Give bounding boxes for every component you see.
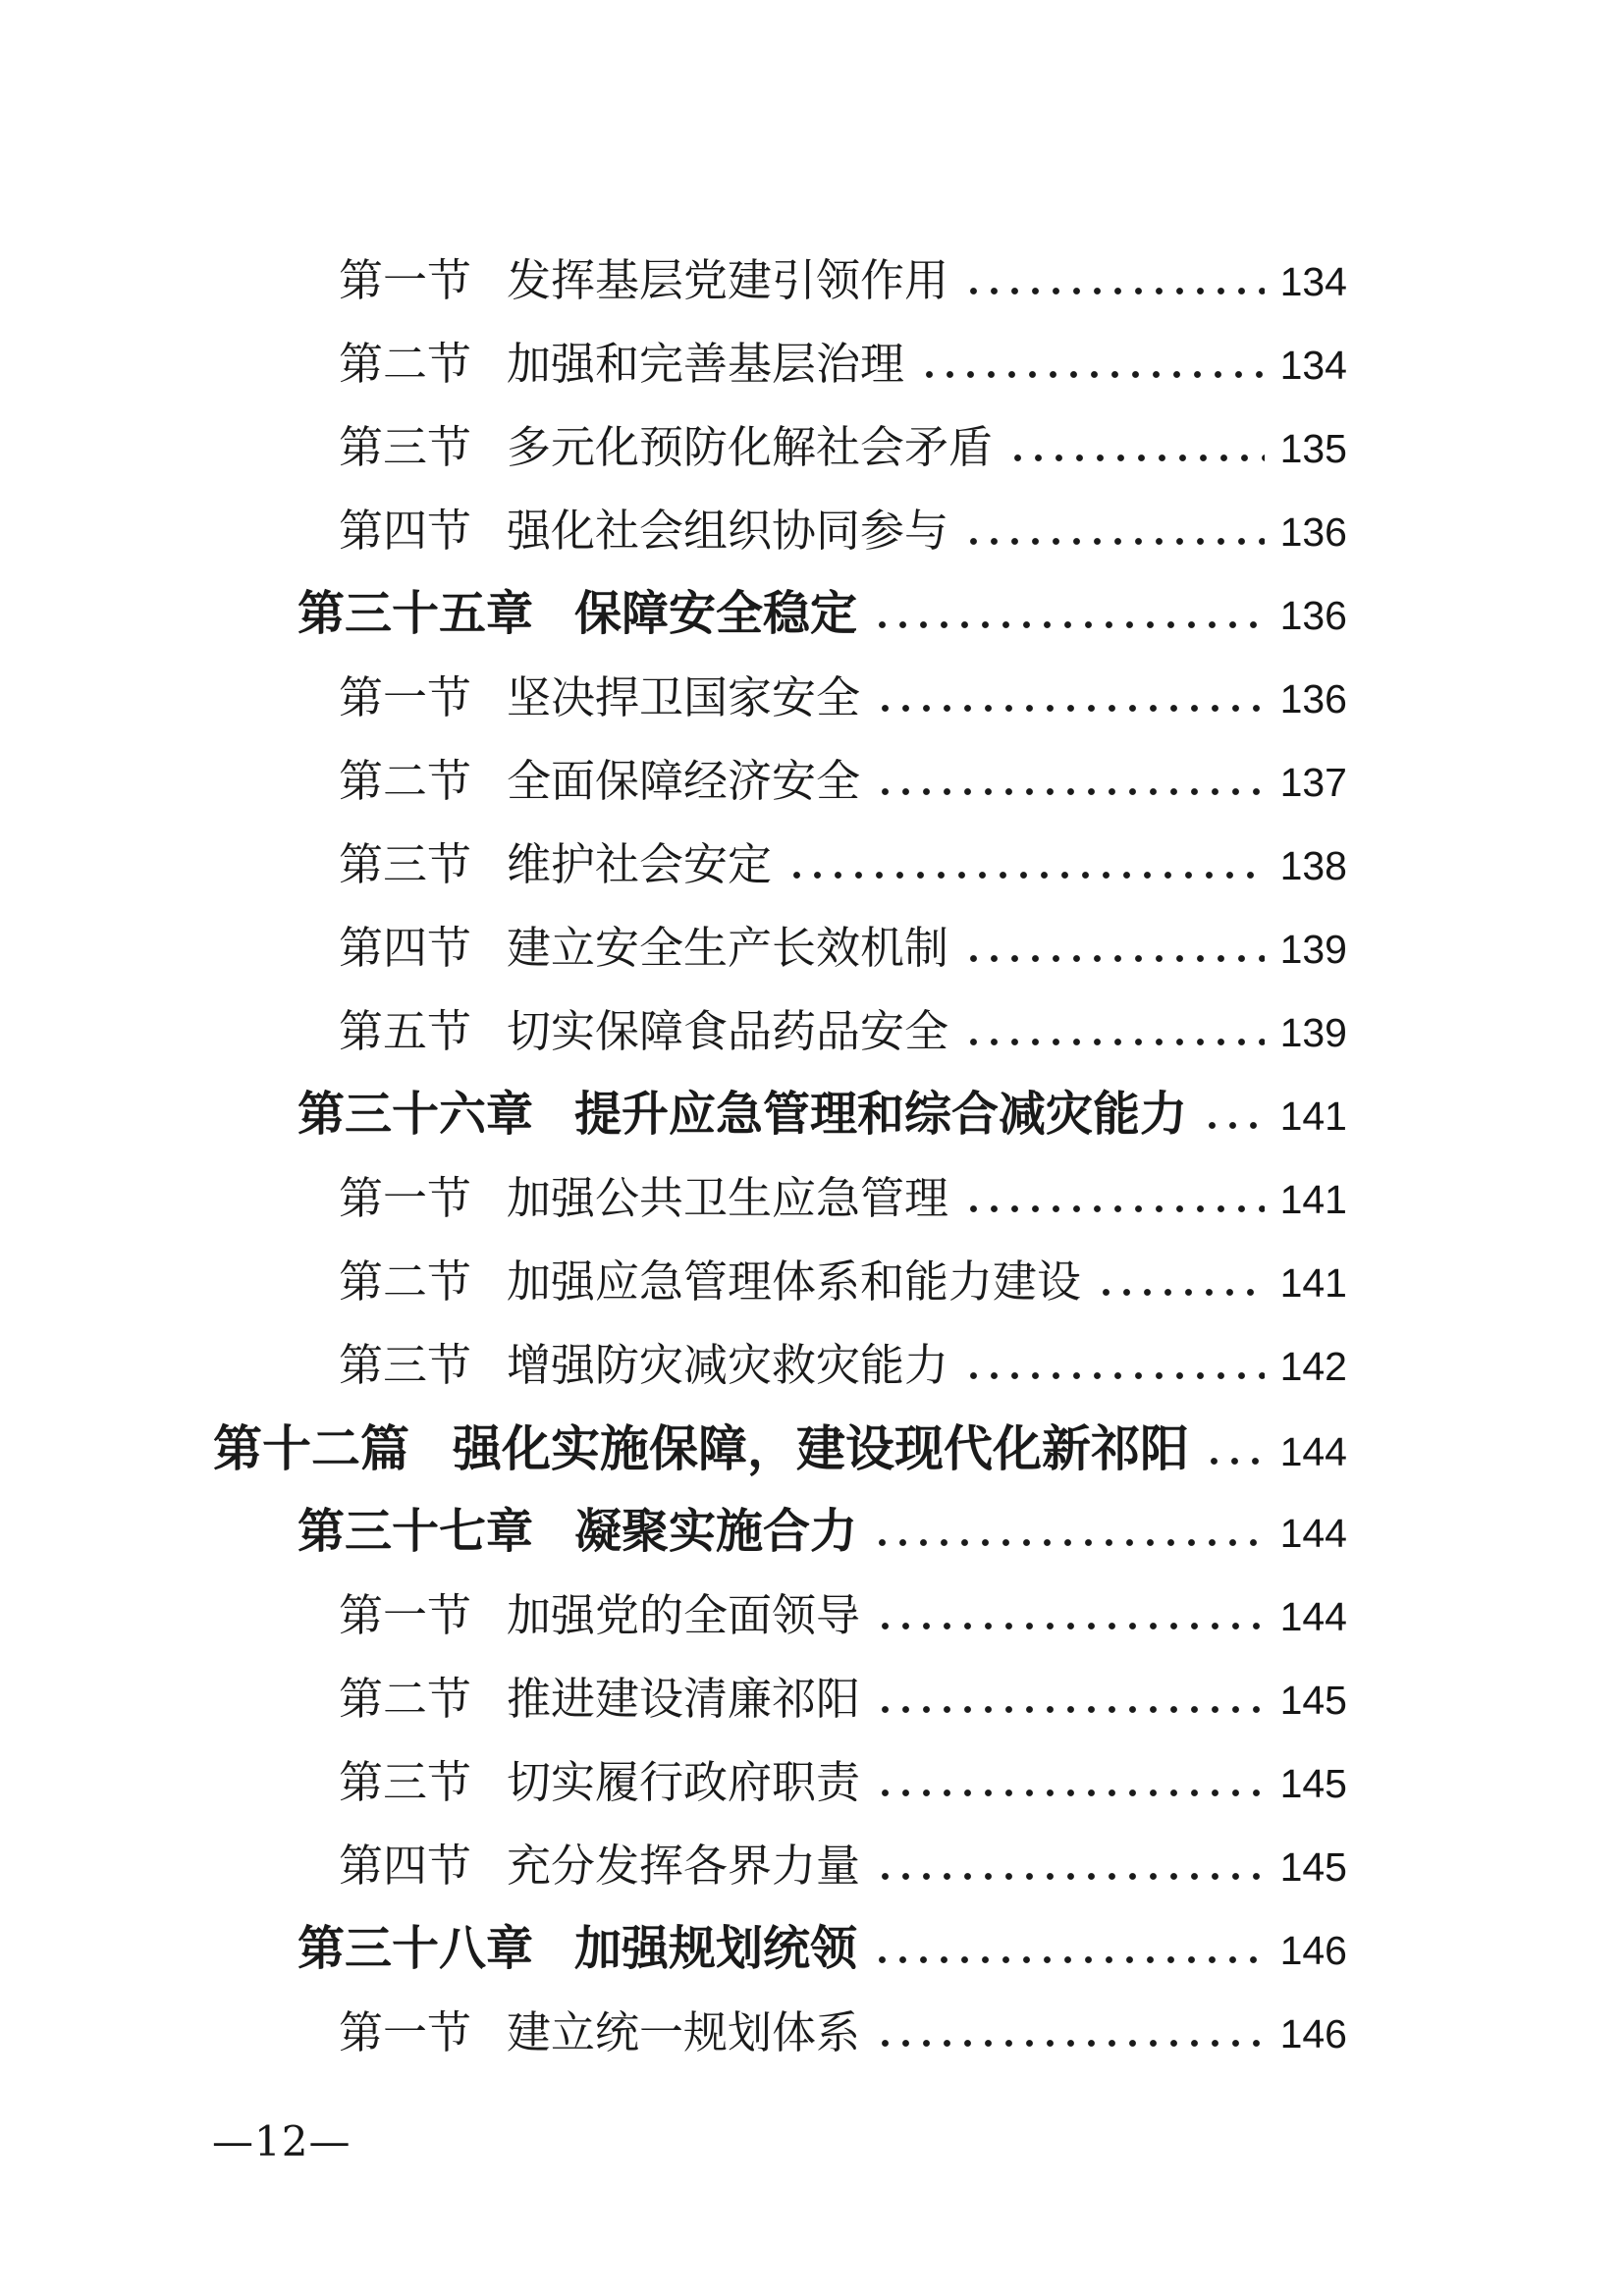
toc-entry-chapter — [0, 1073, 1347, 1156]
toc-entry-title: 加强党的全面领导 — [507, 1589, 861, 1641]
toc-entry-page: 142 — [1279, 1344, 1347, 1389]
toc-entry-label: 第三节 — [339, 838, 472, 890]
toc-entry-page: 139 — [1279, 1010, 1347, 1055]
toc-entry-section — [0, 239, 1347, 322]
toc-entry-label: 第一节 — [339, 254, 472, 306]
toc-entry-section — [0, 1657, 1347, 1740]
toc-entry-label: 第一节 — [339, 1172, 472, 1224]
toc-entry-title: 充分发挥各界力量 — [507, 1840, 861, 1892]
page-footer — [212, 2117, 351, 2165]
toc-entry-label: 第五节 — [339, 1005, 472, 1057]
toc-entry-title: 加强公共卫生应急管理 — [507, 1172, 949, 1224]
toc-entry-title: 维护社会安定 — [507, 838, 773, 890]
toc-entry-chapter — [0, 572, 1347, 656]
toc-entry-section — [0, 823, 1347, 906]
toc-entry-title: 提升应急管理和综合减灾能力 — [574, 1089, 1188, 1141]
toc-entry-label: 第一节 — [339, 1589, 472, 1641]
toc-entry-chapter — [0, 1490, 1347, 1574]
toc-entry-label: 第四节 — [339, 505, 472, 557]
dot-leader — [926, 370, 1265, 379]
toc-entry-page: 145 — [1279, 1844, 1347, 1890]
toc-entry-title: 保障安全稳定 — [574, 588, 858, 640]
toc-entry-page: 141 — [1279, 1177, 1347, 1222]
toc-entry-title: 推进建设清廉祁阳 — [507, 1673, 861, 1725]
toc-entry-page: 141 — [1279, 1260, 1347, 1306]
toc-entry-title: 多元化预防化解社会矛盾 — [507, 421, 994, 473]
dot-leader — [1209, 1121, 1265, 1130]
toc-entry-label: 第四节 — [339, 1840, 472, 1892]
toc-entry-section — [0, 656, 1347, 739]
toc-entry-page: 136 — [1279, 509, 1347, 555]
toc-entry-page: 134 — [1279, 259, 1347, 304]
toc-entry-label: 第三十六章 — [298, 1089, 534, 1141]
toc-entry-section — [0, 1991, 1347, 2074]
toc-entry-label: 第三节 — [339, 1339, 472, 1391]
toc-entry-label: 第四节 — [339, 922, 472, 974]
toc-entry-label: 第三节 — [339, 421, 472, 473]
toc-entry-label: 第二节 — [339, 1255, 472, 1308]
dot-leader — [879, 620, 1265, 629]
toc-entry-page: 144 — [1279, 1594, 1347, 1639]
toc-entry-title: 建立安全生产长效机制 — [507, 922, 949, 974]
toc-entry-title: 加强和完善基层治理 — [507, 338, 905, 390]
toc-entry-page: 136 — [1279, 676, 1347, 721]
toc-entry-title: 发挥基层党建引领作用 — [507, 254, 949, 306]
toc-entry-label: 第三十五章 — [298, 588, 534, 640]
dot-leader — [882, 1622, 1265, 1630]
toc-entry-title: 建立统一规划体系 — [507, 2006, 861, 2058]
toc-entry-title: 加强应急管理体系和能力建设 — [507, 1255, 1082, 1308]
toc-entry-label: 第三十七章 — [298, 1506, 534, 1558]
toc-entry-pian — [0, 1407, 1347, 1490]
toc-entry-title: 加强规划统领 — [574, 1923, 858, 1975]
toc-entry-label: 第三节 — [339, 1756, 472, 1808]
dot-leader — [970, 954, 1265, 963]
dot-leader — [882, 1705, 1265, 1714]
dot-leader — [882, 787, 1265, 796]
dot-leader — [970, 537, 1265, 546]
toc-entry-page: 138 — [1279, 843, 1347, 888]
toc-entry-page: 139 — [1279, 927, 1347, 972]
toc-entry-title: 切实履行政府职责 — [507, 1756, 861, 1808]
toc-entry-label: 第一节 — [339, 2006, 472, 2058]
toc-entry-section — [0, 1574, 1347, 1657]
toc-entry-section — [0, 1824, 1347, 1907]
toc-entry-chapter — [0, 1907, 1347, 1991]
dot-leader — [970, 1038, 1265, 1046]
dot-leader — [1014, 454, 1265, 462]
toc-entry-section — [0, 989, 1347, 1073]
toc-entry-page: 137 — [1279, 760, 1347, 805]
toc-entry-label: 第二节 — [339, 755, 472, 807]
toc-entry-title: 强化实施保障，建设现代化新祁阳 — [453, 1419, 1189, 1477]
toc-list — [0, 239, 1347, 2074]
toc-entry-page: 141 — [1279, 1094, 1347, 1139]
footer-page-number: —12— — [212, 2117, 352, 2165]
dot-leader — [882, 704, 1265, 713]
toc-entry-section — [0, 1740, 1347, 1824]
toc-entry-title: 凝聚实施合力 — [574, 1506, 858, 1558]
toc-entry-section — [0, 739, 1347, 823]
dot-leader — [882, 1872, 1265, 1881]
toc-entry-page: 136 — [1279, 593, 1347, 638]
toc-entry-title: 坚决捍卫国家安全 — [507, 671, 861, 723]
toc-entry-title: 强化社会组织协同参与 — [507, 505, 949, 557]
dot-leader — [970, 1204, 1265, 1213]
toc-entry-section — [0, 1240, 1347, 1323]
toc-entry-page: 145 — [1279, 1761, 1347, 1806]
toc-entry-page: 134 — [1279, 343, 1347, 388]
dot-leader — [970, 287, 1265, 295]
toc-entry-label: 第二节 — [339, 338, 472, 390]
toc-entry-section — [0, 1323, 1347, 1407]
toc-entry-label: 第十二篇 — [213, 1419, 409, 1477]
dot-leader — [879, 1538, 1265, 1547]
toc-entry-label: 第一节 — [339, 671, 472, 723]
dot-leader — [970, 1371, 1265, 1380]
toc-entry-section — [0, 1156, 1347, 1240]
toc-entry-page: 146 — [1279, 1928, 1347, 1973]
toc-entry-section — [0, 322, 1347, 405]
toc-entry-page: 135 — [1279, 426, 1347, 471]
toc-entry-title: 切实保障食品药品安全 — [507, 1005, 949, 1057]
toc-entry-section — [0, 489, 1347, 572]
toc-entry-page: 146 — [1279, 2011, 1347, 2056]
dot-leader — [882, 1789, 1265, 1797]
dot-leader — [879, 1955, 1265, 1964]
toc-entry-label: 第三十八章 — [298, 1923, 534, 1975]
dot-leader — [882, 2039, 1265, 2048]
toc-entry-page: 144 — [1279, 1429, 1347, 1474]
dot-leader — [793, 871, 1265, 880]
toc-entry-title: 增强防灾减灾救灾能力 — [507, 1339, 949, 1391]
toc-entry-page: 145 — [1279, 1678, 1347, 1723]
toc-entry-section — [0, 906, 1347, 989]
toc-entry-section — [0, 405, 1347, 489]
toc-entry-page: 144 — [1279, 1511, 1347, 1556]
toc-entry-title: 全面保障经济安全 — [507, 755, 861, 807]
dot-leader — [1211, 1457, 1265, 1466]
dot-leader — [1103, 1288, 1265, 1297]
toc-entry-label: 第二节 — [339, 1673, 472, 1725]
